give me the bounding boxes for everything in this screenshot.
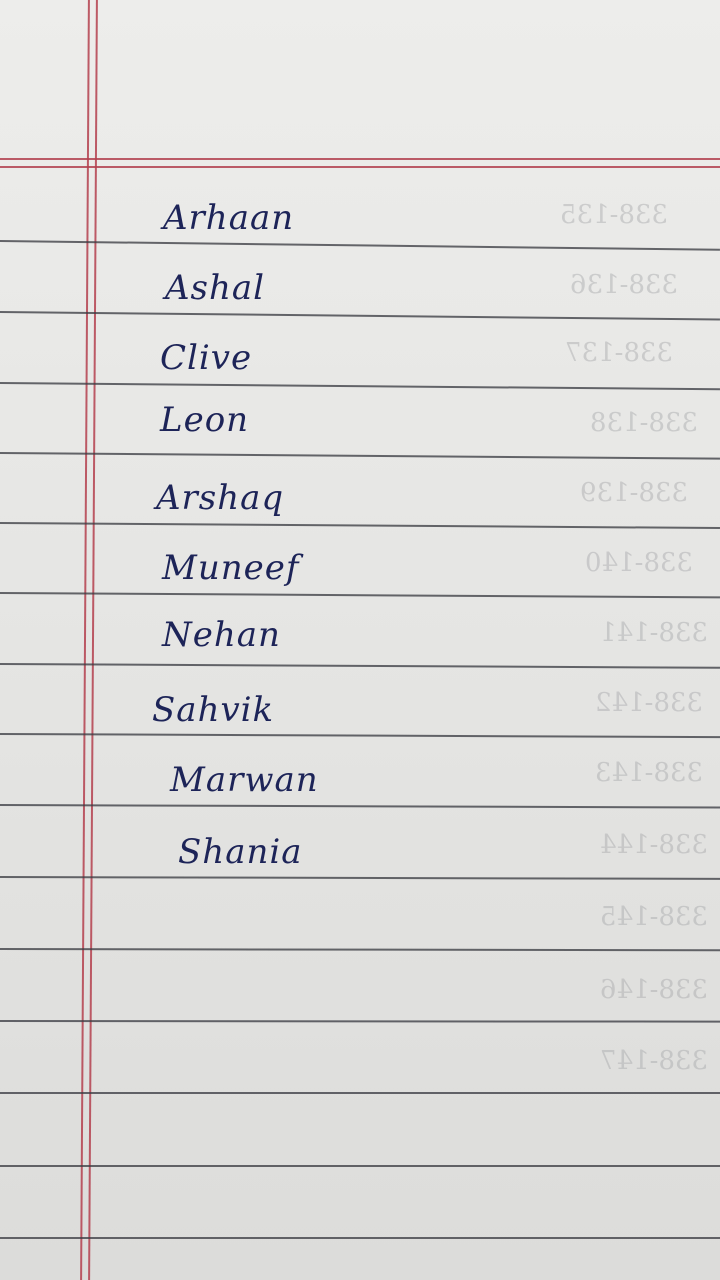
bleed-through-text: 338-139 bbox=[580, 478, 689, 508]
bleed-through-text: 338-141 bbox=[600, 618, 709, 648]
ruled-line bbox=[0, 733, 720, 738]
bleed-through-text: 338-146 bbox=[600, 975, 709, 1005]
left-margin-line bbox=[80, 0, 90, 1280]
ruled-line bbox=[0, 804, 720, 808]
left-margin-line-2 bbox=[88, 0, 98, 1280]
bleed-through-text: 338-138 bbox=[590, 408, 699, 438]
ruled-line bbox=[0, 948, 720, 951]
name-entry: Muneef bbox=[162, 548, 300, 588]
top-margin-line-2 bbox=[0, 166, 720, 168]
name-entry: Ashal bbox=[165, 268, 266, 308]
name-entry: Sahvik bbox=[152, 690, 275, 730]
ruled-line bbox=[0, 1020, 720, 1022]
bleed-through-text: 338-142 bbox=[595, 688, 704, 718]
name-entry: Nehan bbox=[162, 615, 281, 655]
ruled-line bbox=[0, 1237, 720, 1239]
ruled-line bbox=[0, 1092, 720, 1094]
ruled-line bbox=[0, 311, 720, 320]
bleed-through-text: 338-144 bbox=[600, 830, 709, 860]
bleed-through-text: 338-147 bbox=[600, 1046, 709, 1076]
top-margin-line bbox=[0, 158, 720, 160]
name-entry: Arshaq bbox=[156, 478, 285, 518]
ruled-line bbox=[0, 663, 720, 668]
ruled-line bbox=[0, 452, 720, 459]
name-entry: Clive bbox=[160, 338, 253, 378]
bleed-through-text: 338-135 bbox=[560, 200, 669, 230]
name-entry: Marwan bbox=[170, 760, 319, 800]
name-entry: Shania bbox=[178, 832, 303, 872]
ruled-line bbox=[0, 876, 720, 879]
bleed-through-text: 338-143 bbox=[595, 758, 704, 788]
ruled-line bbox=[0, 240, 720, 250]
bleed-through-text: 338-145 bbox=[600, 902, 709, 932]
bleed-through-text: 338-137 bbox=[565, 338, 674, 368]
ruled-line bbox=[0, 522, 720, 529]
ruled-line bbox=[0, 1165, 720, 1167]
name-entry: Leon bbox=[160, 400, 250, 440]
name-entry: Arhaan bbox=[163, 198, 295, 238]
ruled-line bbox=[0, 592, 720, 598]
bleed-through-text: 338-136 bbox=[570, 270, 679, 300]
ruled-line bbox=[0, 382, 720, 390]
bleed-through-text: 338-140 bbox=[585, 548, 694, 578]
